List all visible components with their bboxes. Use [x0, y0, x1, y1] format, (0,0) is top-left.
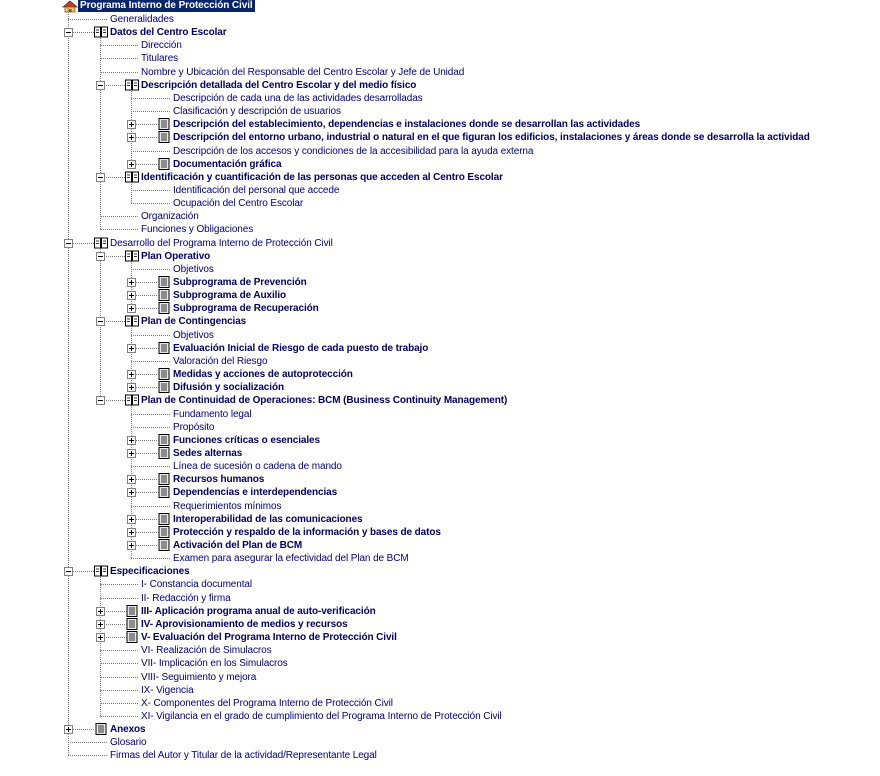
tree-connector: [131, 151, 170, 152]
tree-node-label[interactable]: III- Aplicación programa anual de auto-verificación: [141, 605, 376, 617]
tree-node[interactable]: [0, 513, 880, 526]
tree-node-label[interactable]: Examen para asegurar la efectividad del Plan de BCM: [173, 553, 409, 565]
tree-connector: [131, 414, 170, 415]
document-icon: [157, 539, 171, 551]
tree-connector: [100, 216, 138, 217]
collapse-toggle[interactable]: [96, 317, 105, 326]
tree-node-label[interactable]: Anexos: [110, 724, 146, 736]
tree-connector: [100, 72, 138, 73]
tree-node[interactable]: [0, 473, 880, 486]
expand-toggle[interactable]: [127, 383, 136, 392]
document-icon: [157, 434, 171, 446]
tree-connector: [131, 558, 170, 559]
tree-node[interactable]: [0, 237, 880, 250]
tree-node-label[interactable]: Generalidades: [110, 14, 174, 25]
tree-node[interactable]: [0, 250, 880, 263]
tree-node[interactable]: [0, 315, 880, 328]
tree-node[interactable]: [0, 644, 880, 657]
tree-node-label[interactable]: II- Redacción y firma: [141, 592, 231, 604]
tree-node[interactable]: [0, 131, 880, 144]
tree-connector: [131, 203, 170, 204]
tree-connector: [68, 755, 107, 756]
expand-toggle[interactable]: [127, 475, 136, 484]
tree-node[interactable]: [0, 368, 880, 381]
tree-connector: [131, 111, 170, 112]
tree-node-label[interactable]: Plan de Continuidad de Operaciones: BCM (Business Continuity Management): [141, 395, 508, 407]
tree-connector: [131, 506, 170, 507]
collapse-toggle[interactable]: [96, 173, 105, 182]
root-label[interactable]: Programa Interno de Protección Civil: [80, 0, 253, 11]
tree-node-label[interactable]: Identificación y cuantificación de las personas que acceden al Centro Escolar: [141, 171, 503, 183]
tree-node-label[interactable]: Descripción de los accesos y condiciones de la accesibilidad para la ayuda externa: [173, 145, 534, 157]
tree-node[interactable]: [0, 539, 880, 552]
expand-toggle[interactable]: [127, 278, 136, 287]
tree-node[interactable]: [0, 13, 880, 26]
book-icon: [94, 565, 108, 577]
tree-node[interactable]: [0, 329, 880, 342]
collapse-toggle[interactable]: [64, 567, 73, 576]
tree-node[interactable]: [0, 223, 880, 236]
tree-connector: [68, 19, 107, 20]
tree-node-label[interactable]: Descripción del establecimiento, dependencias e instalaciones donde se desarrollan las actividades: [173, 119, 641, 131]
tree-connector: [100, 229, 138, 230]
tree-node-label[interactable]: Valoración del Riesgo: [173, 355, 268, 367]
tree-node-label[interactable]: Especificaciones: [110, 566, 190, 578]
collapse-toggle[interactable]: [96, 396, 105, 405]
tree-connector: [131, 98, 170, 99]
tree-node[interactable]: [0, 118, 880, 131]
tree-connector: [100, 716, 138, 717]
tree-node[interactable]: [0, 671, 880, 684]
home-icon: [62, 0, 78, 13]
tree-node[interactable]: [0, 92, 880, 105]
tree-node[interactable]: [0, 500, 880, 513]
expand-toggle[interactable]: [127, 449, 136, 458]
tree-connector: [131, 466, 170, 467]
tree-node-label[interactable]: Activación del Plan de BCM: [173, 540, 303, 551]
expand-toggle[interactable]: [96, 620, 105, 629]
tree-node-label[interactable]: Objetivos: [173, 329, 214, 341]
collapse-toggle[interactable]: [64, 239, 73, 248]
expand-toggle[interactable]: [127, 370, 136, 379]
expand-toggle[interactable]: [127, 515, 136, 524]
tree-node[interactable]: [0, 565, 880, 578]
tree-node[interactable]: [0, 342, 880, 355]
expand-toggle[interactable]: [127, 291, 136, 300]
tree-node[interactable]: [0, 66, 880, 79]
document-icon: [157, 302, 171, 314]
tree-node-label[interactable]: Evaluación Inicial de Riesgo de cada puesto de trabajo: [173, 342, 429, 354]
tree-node[interactable]: [0, 605, 880, 618]
tree-node-label[interactable]: Datos del Centro Escolar: [110, 27, 227, 39]
tree-node-label[interactable]: V- Evaluación del Programa Interno de Protección Civil: [141, 632, 397, 644]
tree-node[interactable]: [0, 184, 880, 197]
tree-node[interactable]: [0, 447, 880, 460]
collapse-toggle[interactable]: [64, 28, 73, 37]
document-icon: [157, 131, 171, 143]
tree-node[interactable]: [0, 592, 880, 605]
tree-node[interactable]: [0, 749, 880, 762]
tree-node-label[interactable]: Desarrollo del Programa Interno de Protección Civil: [110, 237, 333, 249]
tree-connector: [100, 584, 138, 585]
tree-node-label[interactable]: Subprograma de Prevención: [173, 277, 307, 288]
tree-node-label[interactable]: Requerimientos mínimos: [173, 500, 282, 512]
document-icon: [157, 158, 171, 170]
tree-node[interactable]: [0, 79, 880, 92]
tree-node[interactable]: [0, 631, 880, 644]
tree-node[interactable]: [0, 289, 880, 302]
document-icon: [125, 631, 139, 643]
tree-node-label[interactable]: Plan de Contingencias: [141, 316, 247, 328]
tree-node-label[interactable]: VI- Realización de Simulacros: [141, 645, 272, 657]
document-icon: [157, 118, 171, 130]
tree-node[interactable]: [0, 552, 880, 565]
tree-node-label[interactable]: Ocupación del Centro Escolar: [173, 198, 304, 210]
tree-node-label[interactable]: Objetivos: [173, 263, 214, 275]
tree-node-label[interactable]: Glosario: [110, 737, 147, 749]
tree-node[interactable]: [0, 460, 880, 473]
tree-node-label[interactable]: VIII- Seguimiento y mejora: [141, 671, 257, 683]
tree-node[interactable]: [0, 421, 880, 434]
tree-node[interactable]: [0, 434, 880, 447]
tree-node[interactable]: [0, 736, 880, 749]
tree-node-label[interactable]: Documentación gráfica: [173, 158, 282, 170]
book-icon: [125, 315, 139, 327]
document-icon: [157, 381, 171, 393]
tree-node[interactable]: [0, 394, 880, 407]
tree-node[interactable]: [0, 26, 880, 39]
tree-node-label[interactable]: XI- Vigilancia en el grado de cumplimiento del Programa Interno de Protección Civil: [141, 710, 502, 722]
document-icon: [157, 447, 171, 459]
tree-node-label[interactable]: Nombre y Ubicación del Responsable del Centro Escolar y Jefe de Unidad: [141, 66, 465, 78]
tree-node[interactable]: [0, 526, 880, 539]
tree-node-label[interactable]: Dependencias e interdependencias: [173, 487, 338, 499]
expand-toggle[interactable]: [96, 607, 105, 616]
tree-node-label[interactable]: X- Componentes del Programa Interno de Protección Civil: [141, 697, 393, 709]
tree-connector: [100, 663, 138, 664]
tree-node-label[interactable]: Plan Operativo: [141, 250, 211, 262]
tree-node-label[interactable]: Funciones críticas o esenciales: [173, 434, 320, 446]
tree-node[interactable]: [0, 578, 880, 591]
document-icon: [157, 513, 171, 525]
collapse-toggle[interactable]: [96, 252, 105, 261]
tree-node[interactable]: [0, 684, 880, 697]
expand-toggle[interactable]: [127, 541, 136, 550]
tree-node-label[interactable]: Interoperabilidad de las comunicaciones: [173, 513, 363, 525]
expand-toggle[interactable]: [127, 120, 136, 129]
tree-node-label[interactable]: Firmas del Autor y Titular de la actividad/Representante Legal: [110, 750, 377, 762]
book-icon: [125, 171, 139, 183]
tree-node[interactable]: [0, 105, 880, 118]
tree-connector: [131, 335, 170, 336]
tree-node[interactable]: [0, 408, 880, 421]
expand-toggle[interactable]: [127, 528, 136, 537]
tree-connector: [100, 677, 138, 678]
tree-node-label[interactable]: Línea de sucesión o cadena de mando: [173, 461, 342, 473]
tree-node[interactable]: [0, 263, 880, 276]
expand-toggle[interactable]: [127, 160, 136, 169]
tree-node-label[interactable]: Subprograma de Auxilio: [173, 290, 287, 302]
tree-node[interactable]: [0, 723, 880, 736]
document-icon: [157, 342, 171, 354]
expand-toggle[interactable]: [127, 436, 136, 445]
document-icon: [157, 289, 171, 301]
tree-node-label[interactable]: Descripción de cada una de las actividades desarrolladas: [173, 92, 423, 104]
tree-node-label[interactable]: Identificación del personal que accede: [173, 184, 340, 196]
tree-connector: [100, 598, 138, 599]
tree-node[interactable]: [0, 158, 880, 171]
tree-node-label[interactable]: Clasificación y descripción de usuarios: [173, 106, 341, 118]
tree-node[interactable]: [0, 197, 880, 210]
tree-node[interactable]: [0, 486, 880, 499]
tree-node-label[interactable]: Organización: [141, 211, 199, 223]
tree-node[interactable]: [0, 171, 880, 184]
tree-node-label[interactable]: Dirección: [141, 40, 182, 52]
document-icon: [157, 473, 171, 485]
tree-node-label[interactable]: Subprograma de Recuperación: [173, 303, 319, 315]
expand-toggle[interactable]: [127, 344, 136, 353]
tree-node-label[interactable]: VII- Implicación en los Simulacros: [141, 658, 288, 670]
tree-node-label[interactable]: Protección y respaldo de la información y bases de datos: [173, 526, 441, 538]
tree-root[interactable]: [62, 0, 322, 13]
book-icon: [125, 394, 139, 406]
tree-connector: [100, 650, 138, 651]
tree-node-label[interactable]: Titulares: [141, 53, 179, 65]
expand-toggle[interactable]: [127, 133, 136, 142]
tree-node-label[interactable]: Medidas y acciones de autoprotección: [173, 369, 353, 381]
expand-toggle[interactable]: [127, 304, 136, 313]
tree-node-label[interactable]: I- Constancia documental: [141, 579, 252, 591]
document-icon: [125, 605, 139, 617]
tree-connector: [100, 58, 138, 59]
expand-toggle[interactable]: [127, 488, 136, 497]
tree-connector: [100, 45, 138, 46]
tree-node[interactable]: [0, 381, 880, 394]
tree-node-label[interactable]: Funciones y Obligaciones: [141, 224, 254, 236]
tree-node-label[interactable]: IX- Vigencia: [141, 684, 194, 696]
tree-node-label[interactable]: Descripción detallada del Centro Escolar y del medio físico: [141, 79, 417, 91]
tree-connector: [131, 361, 170, 362]
book-icon: [125, 250, 139, 262]
document-icon: [157, 486, 171, 498]
tree-node[interactable]: [0, 618, 880, 631]
tree-node-label[interactable]: Difusión y socialización: [173, 382, 284, 394]
tree-node[interactable]: [0, 710, 880, 723]
tree-connector: [100, 703, 138, 704]
tree-connector: [131, 190, 170, 191]
tree-node[interactable]: [0, 302, 880, 315]
tree-node[interactable]: [0, 697, 880, 710]
document-icon: [157, 526, 171, 538]
book-icon: [94, 26, 108, 38]
tree-node-label[interactable]: Recursos humanos: [173, 474, 265, 486]
tree-node[interactable]: [0, 276, 880, 289]
tree-connector: [100, 690, 138, 691]
tree-connector: [131, 269, 170, 270]
tree-node[interactable]: [0, 657, 880, 670]
expand-toggle[interactable]: [64, 725, 73, 734]
tree-node[interactable]: [0, 145, 880, 158]
book-icon: [125, 79, 139, 91]
book-icon: [94, 237, 108, 249]
tree-node-label[interactable]: Sedes alternas: [173, 447, 243, 459]
collapse-toggle[interactable]: [96, 81, 105, 90]
document-icon: [94, 723, 108, 735]
tree-node[interactable]: [0, 210, 880, 223]
tree-node-label[interactable]: Fundamento legal: [173, 408, 252, 420]
tree-connector: [68, 742, 107, 743]
document-icon: [157, 276, 171, 288]
tree-connector: [131, 427, 170, 428]
document-icon: [157, 368, 171, 380]
tree-node-label[interactable]: Descripción del entorno urbano, industrial o natural en el que figuran los edificios, instalaciones y áreas donde se desarrolla la actividad: [173, 132, 810, 144]
tree-node[interactable]: [0, 39, 880, 52]
expand-toggle[interactable]: [96, 633, 105, 642]
tree-node[interactable]: [0, 52, 880, 65]
tree-node-label[interactable]: IV- Aprovisionamiento de medios y recursos: [141, 618, 348, 630]
document-icon: [125, 618, 139, 630]
tree-node-label[interactable]: Propósito: [173, 421, 215, 433]
tree-node[interactable]: [0, 355, 880, 368]
